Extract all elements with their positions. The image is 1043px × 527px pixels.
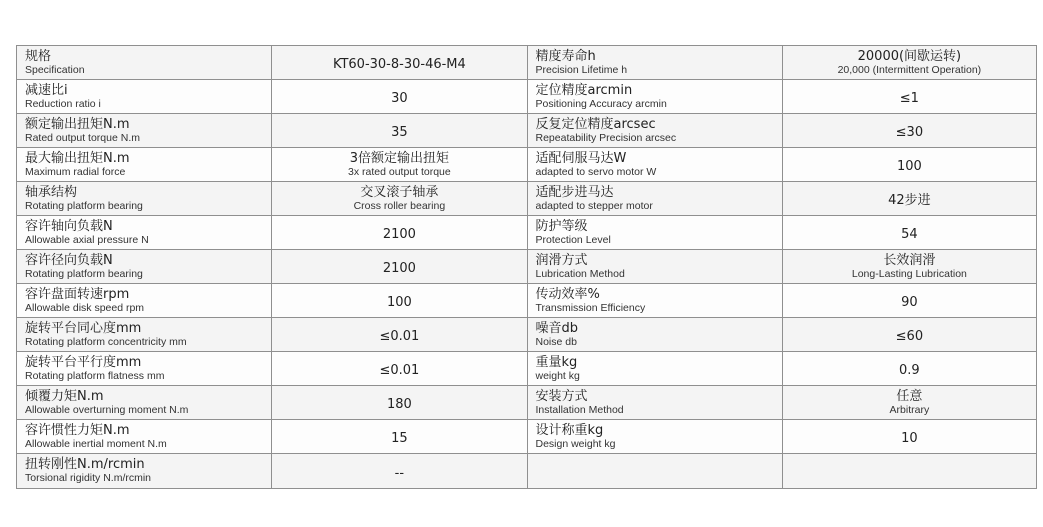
table-row [17, 386, 1037, 420]
spec-label-cell [527, 420, 782, 454]
spec-label-en: adapted to stepper motor [535, 199, 653, 212]
spec-value-en: Cross roller bearing [353, 199, 446, 212]
spec-value-cell [272, 148, 527, 182]
spec-label-en: Precision Lifetime h [535, 63, 628, 76]
spec-label-cell [527, 284, 782, 318]
spec-label-en: Allowable overturning moment N.m [25, 403, 189, 416]
spec-label-en: Rotating platform concentricity mm [25, 335, 187, 348]
spec-label-en: Lubrication Method [535, 267, 625, 280]
spec-label-cell [527, 318, 782, 352]
table-row [17, 114, 1037, 148]
spec-value-cell [782, 114, 1036, 148]
spec-label-zh: 扭转刚性N.m/rcmin [25, 457, 145, 472]
spec-value: 0.9 [899, 363, 920, 378]
spec-label-zh: 噪音db [535, 320, 579, 336]
spec-label-en: Specification [25, 63, 85, 76]
spec-label-en: Protection Level [535, 233, 611, 246]
spec-label-cell [17, 454, 272, 489]
spec-value: ≤60 [895, 329, 924, 344]
spec-label-cell [527, 148, 782, 182]
spec-label-en: Rotating platform bearing [25, 199, 143, 212]
spec-label-cell [17, 46, 272, 80]
spec-value-cell [272, 80, 527, 114]
spec-value-cell [272, 352, 527, 386]
spec-label-zh: 旋转平台同心度mm [25, 320, 142, 336]
spec-value: 任意 [896, 388, 923, 404]
spec-label-zh: 规格 [25, 48, 52, 64]
spec-value: 35 [391, 125, 408, 140]
spec-label-zh: 倾覆力矩N.m [25, 388, 104, 404]
spec-value-cell [782, 318, 1036, 352]
spec-label-zh: 防护等级 [535, 218, 588, 234]
spec-label-zh: 容许惯性力矩N.m [25, 422, 130, 438]
empty-cell [782, 454, 1036, 489]
spec-value-cell [782, 148, 1036, 182]
spec-value: 100 [386, 295, 412, 310]
spec-label-cell [17, 114, 272, 148]
table-row [17, 80, 1037, 114]
spec-label-en: Allowable inertial moment N.m [25, 437, 167, 450]
spec-label-en: Rated output torque N.m [25, 131, 140, 144]
spec-label-en: adapted to servo motor W [535, 165, 657, 178]
spec-label-cell [527, 250, 782, 284]
spec-label-cell [17, 318, 272, 352]
spec-value: KT60-30-8-30-46-M4 [332, 57, 466, 72]
spec-label-cell [17, 420, 272, 454]
spec-label-zh: 旋转平台平行度mm [25, 354, 142, 370]
spec-value: 3倍额定输出扭矩 [349, 150, 450, 166]
spec-value: -- [394, 465, 405, 481]
spec-label-cell [17, 284, 272, 318]
spec-label-zh: 设计称重kg [535, 422, 604, 438]
spec-label-zh: 安装方式 [535, 388, 588, 404]
spec-value-cell [782, 386, 1036, 420]
spec-label-en: Reduction ratio i [25, 97, 101, 110]
spec-value-cell [782, 46, 1036, 80]
spec-value-en: Long-Lasting Lubrication [851, 267, 967, 280]
spec-value-cell [272, 284, 527, 318]
spec-value-cell [272, 114, 527, 148]
table-row [17, 182, 1037, 216]
spec-label-cell [527, 46, 782, 80]
spec-label-cell [527, 352, 782, 386]
spec-label-cell [17, 250, 272, 284]
spec-label-en: Noise db [535, 335, 577, 348]
spec-label-en: Design weight kg [535, 437, 616, 450]
spec-value-cell [272, 182, 527, 216]
spec-label-cell [17, 80, 272, 114]
spec-label-zh: 适配伺服马达W [535, 150, 627, 166]
spec-value-cell [272, 454, 527, 489]
spec-label-en: weight kg [535, 369, 580, 382]
spec-label-cell [17, 352, 272, 386]
spec-label-en: Positioning Accuracy arcmin [535, 97, 667, 110]
spec-value-cell [272, 420, 527, 454]
spec-value: 54 [901, 227, 918, 242]
spec-value-cell [272, 216, 527, 250]
spec-label-cell [527, 114, 782, 148]
spec-value: 42步进 [888, 193, 931, 208]
table-row [17, 352, 1037, 386]
spec-label-cell [527, 80, 782, 114]
table-row [17, 284, 1037, 318]
spec-value: ≤1 [899, 91, 919, 106]
spec-label-cell [17, 386, 272, 420]
spec-label-en: Torsional rigidity N.m/rcmin [25, 472, 152, 484]
spec-label-zh: 定位精度arcmin [535, 82, 633, 98]
specification-table-body [17, 46, 1037, 489]
spec-value: 90 [901, 295, 918, 310]
spec-label-en: Rotating platform bearing [25, 267, 143, 280]
spec-label-en: Installation Method [535, 403, 624, 416]
spec-label-en: Allowable axial pressure N [25, 233, 149, 246]
empty-cell [527, 454, 782, 489]
spec-label-cell [17, 182, 272, 216]
spec-value-en: 3x rated output torque [348, 165, 451, 178]
spec-label-en: Maximum radial force [25, 165, 126, 178]
spec-label-en: Repeatability Precision arcsec [535, 131, 677, 144]
spec-label-zh: 容许径向负载N [25, 252, 113, 268]
spec-label-zh: 减速比i [25, 82, 68, 98]
spec-value-en: Arbitrary [889, 403, 930, 416]
spec-value: 15 [391, 431, 408, 446]
spec-value-cell [272, 46, 527, 80]
table-row [17, 148, 1037, 182]
spec-value-cell [782, 250, 1036, 284]
spec-label-zh: 额定输出扭矩N.m [25, 116, 130, 132]
spec-value-cell [272, 250, 527, 284]
spec-label-cell [17, 148, 272, 182]
spec-value-cell [272, 386, 527, 420]
spec-value: 长效润滑 [883, 252, 936, 268]
spec-value-cell [272, 318, 527, 352]
spec-value: ≤0.01 [379, 363, 420, 378]
table-row [17, 454, 1037, 489]
spec-label-cell [527, 216, 782, 250]
spec-label-zh: 润滑方式 [535, 252, 588, 268]
spec-value: ≤30 [895, 125, 924, 140]
spec-label-zh: 最大输出扭矩N.m [25, 150, 130, 166]
spec-label-zh: 轴承结构 [25, 184, 78, 200]
spec-label-en: Rotating platform flatness mm [25, 369, 165, 382]
table-row [17, 46, 1037, 80]
spec-value: ≤0.01 [379, 329, 420, 344]
spec-value-cell [782, 420, 1036, 454]
specification-table [16, 45, 1037, 489]
table-row [17, 318, 1037, 352]
spec-value-en: 20,000 (Intermittent Operation) [837, 63, 982, 76]
table-row [17, 420, 1037, 454]
spec-value: 交叉滚子轴承 [360, 184, 439, 200]
spec-value-cell [782, 352, 1036, 386]
spec-label-cell [527, 386, 782, 420]
spec-value: 2100 [382, 227, 416, 242]
table-row [17, 250, 1037, 284]
spec-label-zh: 反复定位精度arcsec [535, 116, 656, 132]
spec-value-cell [782, 216, 1036, 250]
spec-value: 30 [391, 91, 408, 106]
spec-label-zh: 容许轴向负载N [25, 218, 113, 234]
spec-value: 20000(间歇运转) [857, 48, 962, 64]
spec-value: 180 [386, 397, 412, 412]
spec-label-cell [527, 182, 782, 216]
table-row [17, 216, 1037, 250]
spec-label-zh: 精度寿命h [535, 48, 596, 64]
spec-value: 10 [901, 431, 918, 446]
spec-value-cell [782, 182, 1036, 216]
spec-label-en: Transmission Efficiency [535, 301, 646, 314]
spec-value: 2100 [382, 261, 416, 276]
spec-label-cell [17, 216, 272, 250]
spec-value: 100 [896, 159, 922, 174]
spec-label-zh: 传动效率% [535, 286, 600, 302]
spec-value-cell [782, 284, 1036, 318]
spec-label-zh: 重量kg [535, 354, 578, 370]
spec-label-zh: 适配步进马达 [535, 184, 614, 200]
spec-label-en: Allowable disk speed rpm [25, 301, 145, 314]
spec-label-zh: 容许盘面转速rpm [25, 286, 130, 302]
spec-value-cell [782, 80, 1036, 114]
